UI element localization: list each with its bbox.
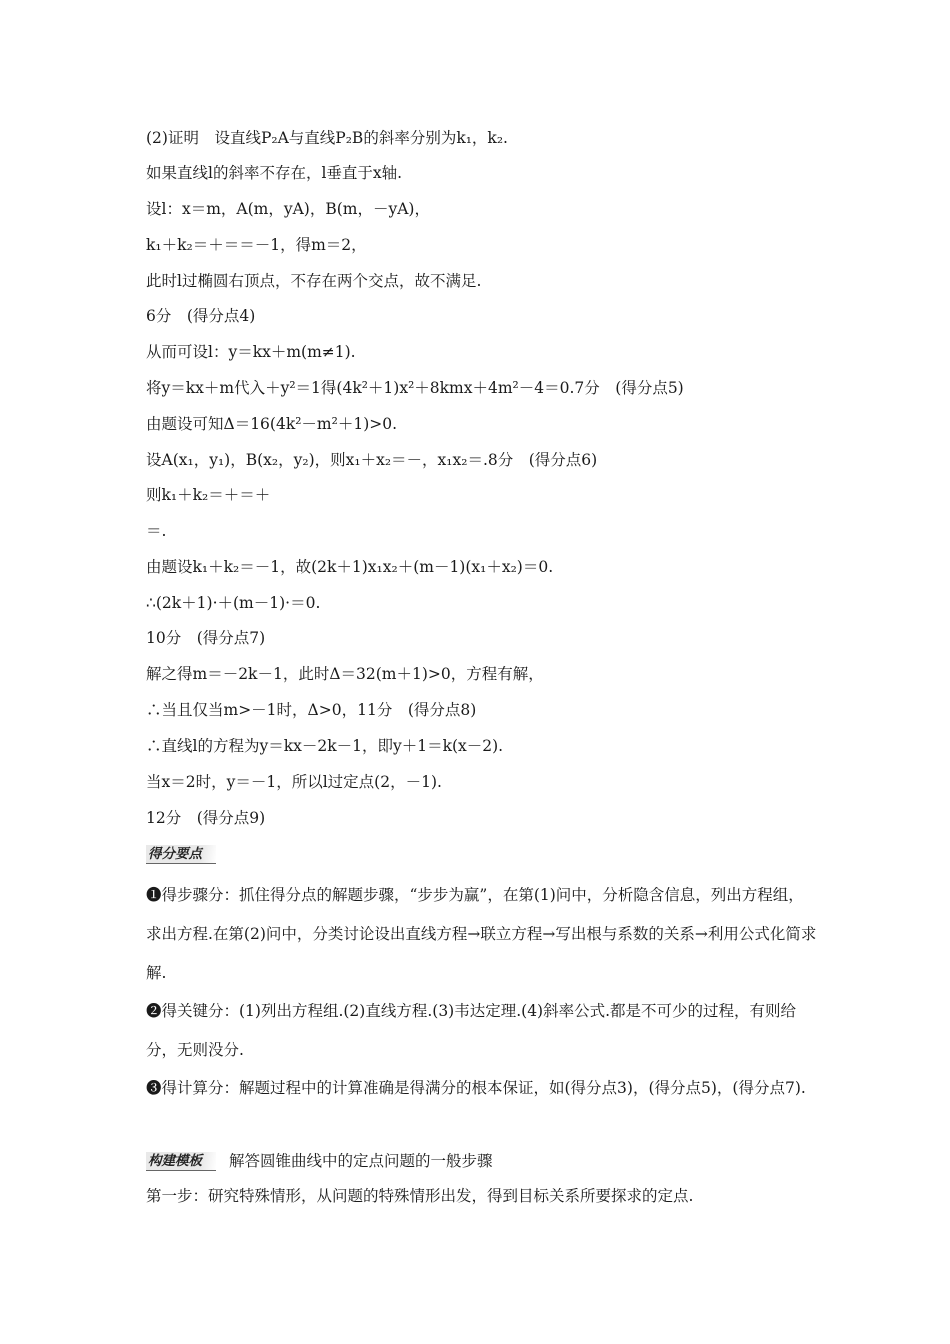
- proof-line-10: 设A(x₁，y₁)，B(x₂，y₂)，则x₁＋x₂＝－，x₁x₂＝.8分 (得分点6): [146, 451, 598, 469]
- proof-line-8: 将y＝kx＋m代入＋y²＝1得(4k²＋1)x²＋8kmx＋4m²－4＝0.7分 (得分点5): [146, 379, 684, 397]
- scoring-point-1: ❶得步骤分：抓住得分点的解题步骤，“步步为赢”，在第(1)问中，分析隐含信息，列出方程组，求出方程.在第(2)问中，分类讨论设出直线方程→联立方程→写出根与系数的关系→利用公式化简求解.: [146, 886, 817, 982]
- proof-line-12: ＝.: [146, 522, 167, 540]
- score-line-6: 6分 (得分点4): [146, 307, 256, 325]
- proof-line-13: 由题设k₁＋k₂＝－1，故(2k＋1)x₁x₂＋(m－1)(x₁＋x₂)＝0.: [146, 558, 554, 576]
- proof-line-4: k₁＋k₂＝＋＝＝－1，得m＝2，: [146, 236, 367, 254]
- proof-line-3: 设l：x＝m，A(m，yA)，B(m，－yA)，: [146, 200, 430, 218]
- scoring-point-2: ❷得关键分：(1)列出方程组.(2)直线方程.(3)韦达定理.(4)斜率公式.都是不可少的过程，有则给分，无则没分.: [146, 1002, 797, 1059]
- proof-line-16: ∴当且仅当m>－1时，Δ>0，11分 (得分点8): [146, 701, 477, 719]
- proof-line-7: 从而可设l：y＝kx＋m(m≠1).: [146, 343, 356, 361]
- scoring-point-3: ❸得计算分：解题过程中的计算准确是得满分的根本保证，如(得分点3)，(得分点5)，(得分点7).: [146, 1079, 806, 1097]
- score-line-10: 10分 (得分点7): [146, 629, 266, 647]
- template-badge-label: 构建模板: [146, 1152, 216, 1171]
- template-badge: [146, 1150, 216, 1168]
- scoring-points-badge: [146, 843, 216, 861]
- proof-line-15: 解之得m＝－2k－1，此时Δ＝32(m＋1)>0，方程有解，: [146, 665, 544, 683]
- proof-line-5: 此时l过椭圆右顶点，不存在两个交点，故不满足.: [146, 272, 482, 290]
- proof-line-11: 则k₁＋k₂＝＋＝＋: [146, 486, 271, 504]
- proof-line-18: 当x＝2时，y＝－1，所以l过定点(2，－1).: [146, 773, 442, 791]
- proof-line-14: ∴(2k＋1)·＋(m－1)·＝0.: [146, 594, 321, 612]
- template-title: 解答圆锥曲线中的定点问题的一般步骤: [229, 1152, 493, 1170]
- proof-line-9: 由题设可知Δ＝16(4k²－m²＋1)>0.: [146, 415, 398, 433]
- scoring-points-badge-label: 得分要点: [146, 845, 216, 864]
- proof-line-1: (2)证明 设直线P₂A与直线P₂B的斜率分别为k₁，k₂.: [146, 129, 508, 147]
- template-step-1: 第一步：研究特殊情形，从问题的特殊情形出发，得到目标关系所要探求的定点.: [146, 1187, 694, 1205]
- score-line-12: 12分 (得分点9): [146, 809, 266, 827]
- proof-line-2: 如果直线l的斜率不存在，l垂直于x轴.: [146, 164, 403, 182]
- proof-line-17: ∴直线l的方程为y＝kx－2k－1，即y＋1＝k(x－2).: [146, 737, 504, 755]
